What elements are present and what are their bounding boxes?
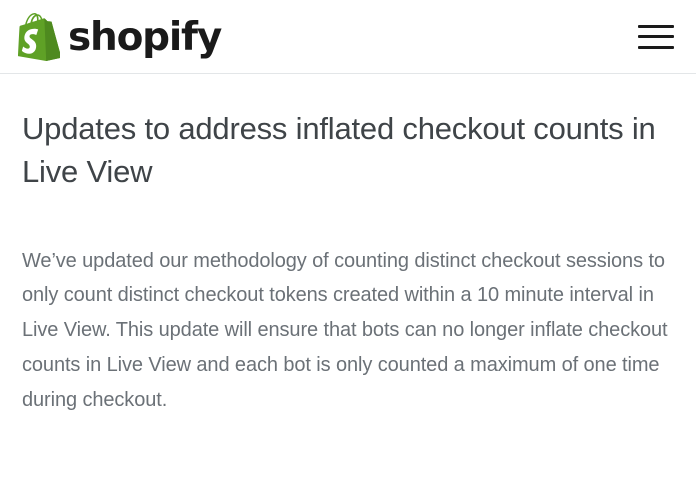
menu-bar-2	[638, 35, 674, 38]
hamburger-menu-icon[interactable]	[638, 22, 674, 52]
menu-bar-3	[638, 46, 674, 49]
page-title: Updates to address inflated checkout counts in Live View	[22, 111, 656, 189]
article-paragraph: We’ve updated our methodology of counting distinct checkout sessions to only count distinct checkout tokens created within a 10 minute interval in Live View. This update will ensure that bots can no longer inflate checkout counts in Live View and each bot is only counted a maximum of one time during checkout.	[22, 249, 668, 411]
menu-bar-1	[638, 25, 674, 28]
shopify-logo-link[interactable]	[18, 13, 221, 61]
article-content	[0, 74, 696, 418]
brand-name: shopify	[68, 15, 222, 60]
site-header	[0, 0, 696, 74]
shopify-bag-logo-icon	[18, 13, 60, 61]
